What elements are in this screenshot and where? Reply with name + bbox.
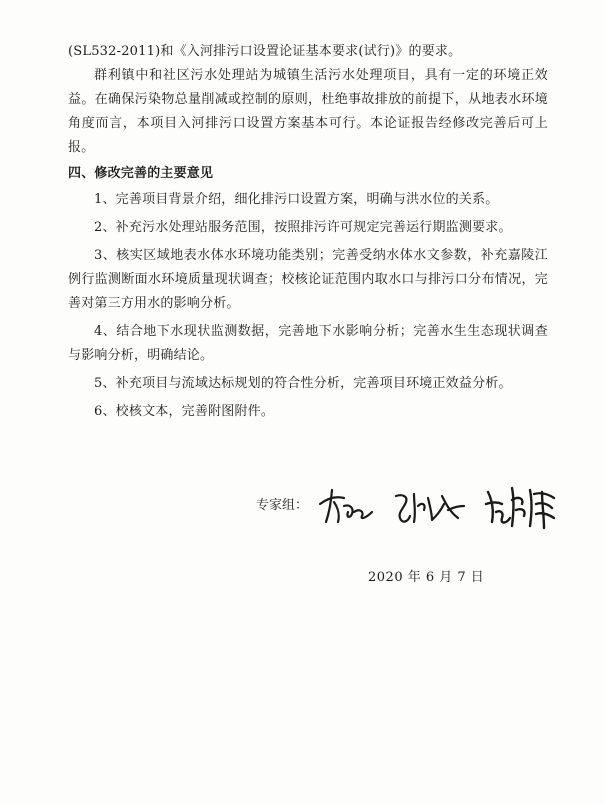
document-body [68, 40, 548, 428]
opinion-item-3: 3、核实区域地表水体水环境功能类别；完善受纳水体水文参数，补充嘉陵江例行监测断面水环境质量现状调查；校核论证范围内取水口与排污口分布情况，完善对第三方用水的影响分析。 [68, 248, 548, 311]
expert-signature-block [256, 482, 576, 532]
signature-1-image [314, 482, 378, 530]
paragraph-standard-ref: (SL532-2011)和《入河排污口设置论证基本要求(试行)》的要求。 [68, 44, 462, 59]
signature-label: 专家组： [256, 498, 309, 513]
paragraph-conclusion: 群利镇中和社区污水处理站为城镇生活污水处理项目，具有一定的环境正效益。在确保污染物总量削减或控制的原则，杜绝事故排放的前提下，从地表水环境角度而言，本项目入河排污口设置方案基本可行。本论证报告经修改完善后可上报。 [68, 68, 548, 155]
opinion-item-5: 5、补充项目与流域达标规划的符合性分析，完善项目环境正效益分析。 [94, 376, 512, 391]
opinion-item-2: 2、补充污水处理站服务范围，按照排污许可规定完善运行期监测要求。 [94, 220, 512, 235]
signature-3-image [482, 482, 562, 532]
section-heading: 四、修改完善的主要意见 [68, 166, 214, 181]
document-date: 2020 年 6 月 7 日 [368, 570, 485, 585]
signature-2-image [388, 482, 468, 530]
opinion-item-1: 1、完善项目背景介绍，细化排污口设置方案，明确与洪水位的关系。 [94, 192, 499, 207]
opinion-item-6: 6、校核文本，完善附图附件。 [94, 404, 275, 419]
opinion-item-4: 4、结合地下水现状监测数据，完善地下水影响分析；完善水生生态现状调查与影响分析，明确结论。 [68, 324, 548, 363]
